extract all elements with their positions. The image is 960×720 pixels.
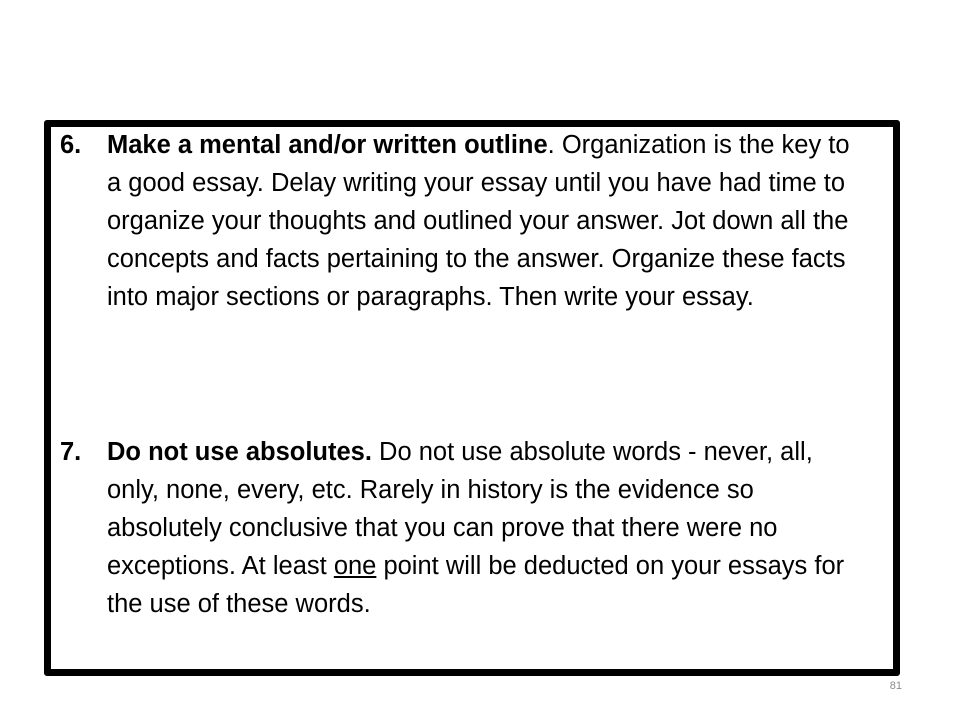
page-number: 81 [889,680,902,692]
item-text [107,433,860,623]
item-body-end: point will be deducted on your essays for the use of these words. [107,552,845,618]
item-heading: Do not use absolutes. [107,438,372,466]
list-item-7 [60,433,860,623]
item-body-start: Do not use absolute words - never, all, only, none, every, etc. Rarely in history is the evidence so absolutely conclusive that you can prove that there were no exceptions. At least [107,438,813,580]
list-item-6 [60,126,860,316]
underlined-word: one [333,552,377,580]
item-text [107,126,860,316]
item-number: 7. [60,438,82,466]
item-body: . Organization is the key to a good essay. Delay writing your essay until you have had time to organize your thoughts and outlined your answer. Jot down all the concepts and facts pertaining to the answer. Organize these facts into major sections or paragraphs. Then write your essay. [107,131,850,311]
item-number: 6. [60,131,82,159]
item-heading: Make a mental and/or written outline [107,131,548,159]
